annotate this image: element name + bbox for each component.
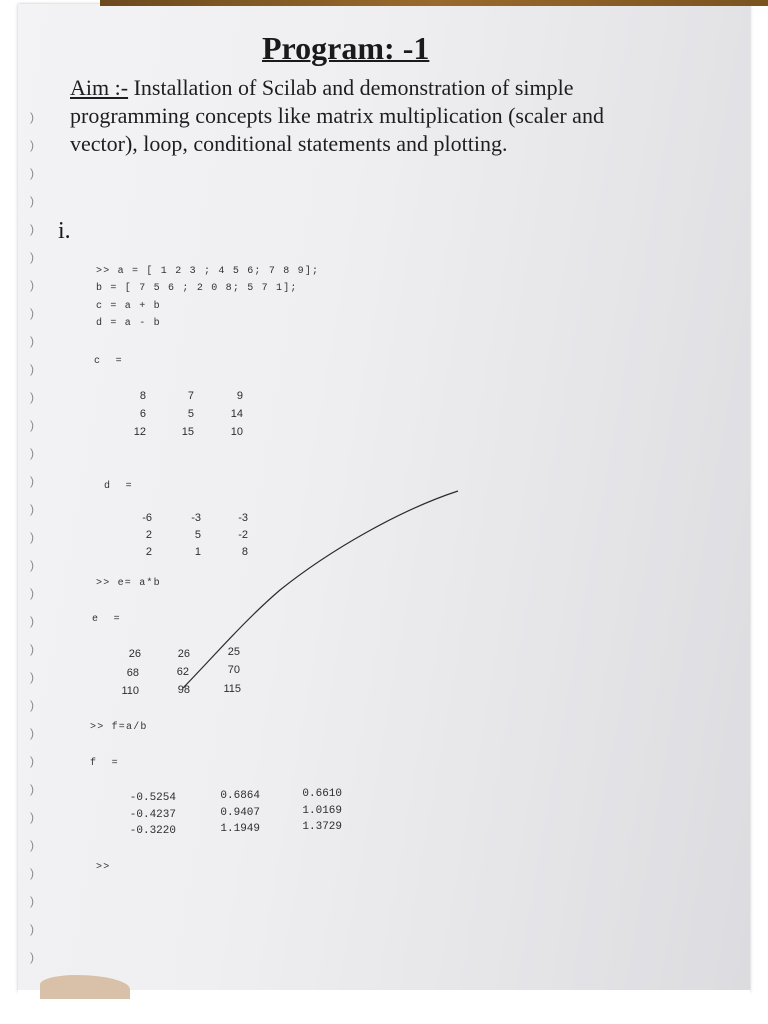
matrix-cell: 115	[223, 683, 241, 695]
matrix-cell: 98	[177, 684, 190, 696]
matrix-cell: 7	[187, 390, 194, 402]
matrix-cell: -3	[238, 512, 248, 524]
matrix-cell: 6	[139, 408, 146, 420]
matrix-cell: -6	[142, 512, 152, 524]
matrix-cell: 10	[230, 426, 243, 438]
aim-text-1: Installation of Scilab and demonstration of simple	[133, 75, 574, 100]
table-edge	[100, 0, 768, 6]
matrix-cell: 5	[187, 408, 194, 420]
binding-holes: ) ) ) ) ) ) ) ) ) ) ) ) ) ) ) ) ) ) ) ) ) ) ) ) ) ) ) ) ) ) )	[30, 110, 34, 964]
matrix-cell: -3	[191, 512, 201, 524]
console-prompt: >>	[96, 862, 111, 873]
console-command-e: >> e= a*b	[96, 578, 161, 589]
console-line: d = a - b	[96, 318, 161, 329]
matrix-cell: 26	[177, 648, 190, 660]
matrix-cell: 12	[133, 426, 146, 438]
matrix-cell: 26	[128, 648, 141, 660]
console-line: >> a = [ 1 2 3 ; 4 5 6; 7 8 9];	[96, 266, 320, 277]
console-line: b = [ 7 5 6 ; 2 0 8; 5 7 1];	[96, 283, 298, 294]
matrix-cell: 0.9407	[220, 807, 260, 819]
matrix-cell: 15	[181, 426, 194, 438]
page-title: Program: -1	[262, 30, 430, 66]
matrix-cell: 62	[176, 666, 189, 678]
section-number: i.	[58, 218, 71, 244]
matrix-cell: 9	[236, 390, 243, 402]
matrix-cell: 1.0169	[302, 805, 342, 817]
matrix-label-f: f =	[90, 758, 119, 769]
aim-label: Aim :-	[70, 75, 129, 100]
aim-line-1	[70, 74, 730, 102]
matrix-cell: 25	[227, 646, 240, 658]
matrix-label-e: e =	[92, 614, 121, 625]
matrix-cell: -2	[238, 529, 248, 541]
matrix-cell: 0.6864	[220, 790, 260, 802]
matrix-cell: 0.6610	[302, 788, 342, 800]
matrix-cell: 70	[227, 664, 240, 676]
matrix-cell: 2	[145, 546, 152, 558]
matrix-label-c: c =	[94, 356, 123, 367]
matrix-cell: 110	[121, 685, 139, 697]
aim-paragraph	[70, 74, 730, 158]
aim-line-2: programming concepts like matrix multiplication (scaler and	[70, 103, 604, 128]
matrix-cell: 8	[241, 546, 248, 558]
matrix-cell: 2	[145, 529, 152, 541]
matrix-cell: 1.1949	[220, 823, 260, 835]
matrix-cell: 8	[139, 390, 146, 402]
matrix-cell: -0.4237	[129, 809, 176, 821]
matrix-cell: 14	[230, 408, 243, 420]
matrix-cell: -0.5254	[129, 792, 176, 804]
matrix-cell: 5	[194, 529, 201, 541]
matrix-cell: -0.3220	[129, 825, 176, 837]
console-command-f: >> f=a/b	[90, 722, 148, 733]
matrix-cell: 68	[126, 667, 139, 679]
matrix-cell: 1.3729	[302, 821, 342, 833]
matrix-label-d: d =	[104, 481, 133, 492]
console-line: c = a + b	[96, 301, 161, 312]
matrix-cell: 1	[194, 546, 201, 558]
aim-line-3: vector), loop, conditional statements and plotting.	[70, 131, 508, 156]
